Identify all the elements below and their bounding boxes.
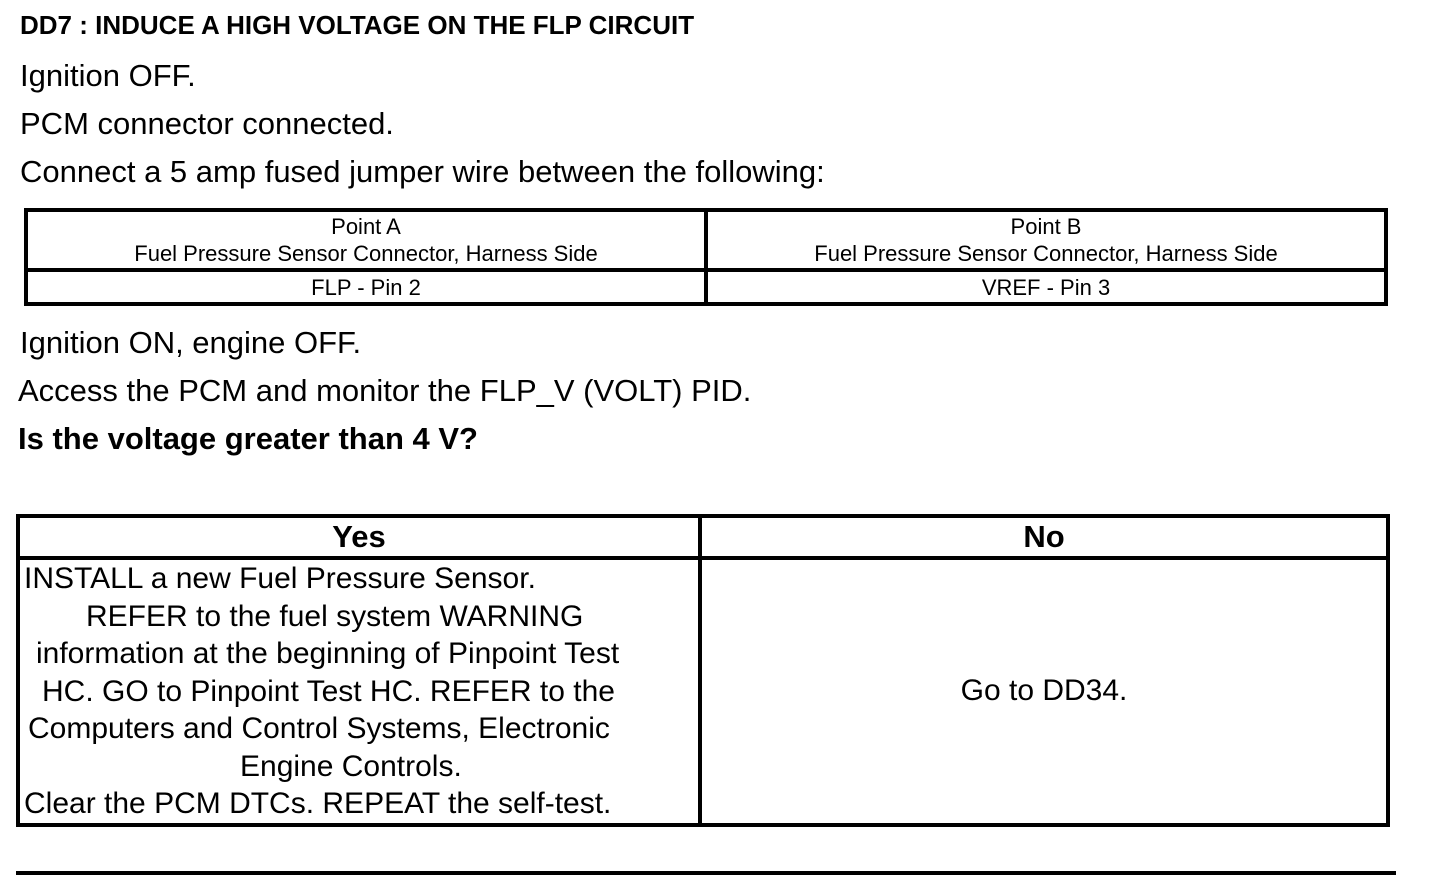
no-header: No (700, 516, 1388, 558)
point-a-location: Fuel Pressure Sensor Connector, Harness Side (134, 241, 598, 266)
jumper-table-row (26, 270, 1386, 304)
step-connect-jumper: Connect a 5 amp fused jumper wire between the following: (20, 154, 825, 189)
point-a-title: Point A (331, 214, 401, 239)
yes-action-cell (18, 558, 700, 825)
yes-action-line: HC. GO to Pinpoint Test HC. REFER to the (42, 674, 615, 708)
page-title: DD7 : INDUCE A HIGH VOLTAGE ON THE FLP CIRCUIT (20, 10, 695, 40)
yes-header: Yes (18, 516, 700, 558)
step-pcm-connected: PCM connector connected. (20, 106, 394, 141)
yes-action-line: INSTALL a new Fuel Pressure Sensor. (24, 562, 536, 595)
point-a-pin: FLP - Pin 2 (26, 270, 706, 304)
point-b-location: Fuel Pressure Sensor Connector, Harness Side (814, 241, 1278, 266)
yes-action-line: Computers and Control Systems, Electronic (28, 712, 610, 745)
point-b-title: Point B (1010, 214, 1082, 239)
no-action-cell: Go to DD34. (700, 558, 1388, 825)
step-ignition-off: Ignition OFF. (20, 58, 196, 93)
yes-action-line: Clear the PCM DTCs. REPEAT the self-test. (24, 787, 612, 820)
jumper-wire-table (24, 208, 1388, 306)
bottom-divider (16, 871, 1396, 875)
result-table-row (18, 558, 1388, 825)
step-monitor-pid: Access the PCM and monitor the FLP_V (VOLT) PID. (18, 373, 752, 408)
point-b-header-cell (706, 210, 1386, 270)
result-table-header-row (18, 516, 1388, 558)
point-b-pin: VREF - Pin 3 (706, 270, 1386, 304)
yes-action-line: information at the beginning of Pinpoint Test (36, 637, 620, 670)
jumper-table-header-row (26, 210, 1386, 270)
test-question: Is the voltage greater than 4 V? (18, 421, 478, 456)
yes-action-line: Engine Controls. (240, 749, 462, 783)
step-ignition-on: Ignition ON, engine OFF. (20, 325, 362, 360)
yes-action-line: REFER to the fuel system WARNING (86, 599, 584, 633)
result-table (16, 514, 1390, 827)
point-a-header-cell (26, 210, 706, 270)
